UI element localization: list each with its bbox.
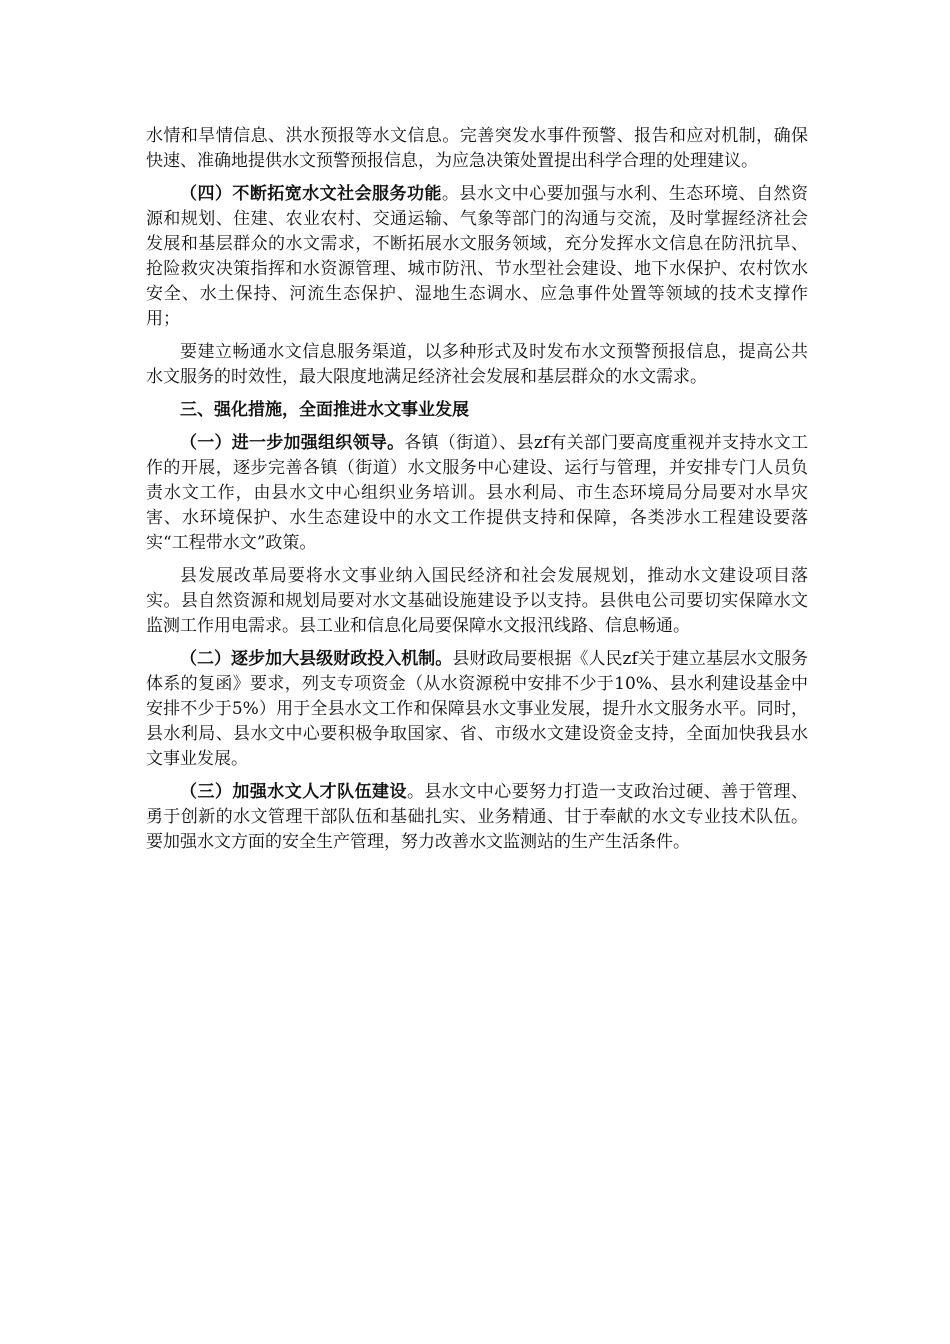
- paragraph-text: 县财政局要根据《人民zf关于建立基层水文服务体系的复函》要求，列支专项资金（从水资源税中安排不少于10%、县水利建设基金中安排不少于5%）用于全县水文工作和保障县水文事业发展，提升水文服务水平。同时，县水利局、县水文中心要积极争取国家、省、市级水文建设资金支持，全面加快我县水文事业发展。: [146, 649, 809, 769]
- paragraph-text: 县发展改革局要将水文事业纳入国民经济和社会发展规划，推动水文建设项目落实。县自然资源和规划局要对水文基础设施建设予以支持。县供电公司要切实保障水文监测工作用电需求。县工业和信息化局要保障水文报汛线路、信息畅通。: [146, 566, 808, 636]
- paragraph-item-2: [146, 647, 808, 772]
- paragraph-lead: （二）逐步加大县级财政投入机制。: [180, 649, 453, 669]
- paragraph-text: 水情和旱情信息、洪水预报等水文信息。完善突发水事件预警、报告和应对机制，确保快速、准确地提供水文预警预报信息，为应急决策处置提出科学合理的处理建议。: [146, 126, 808, 171]
- paragraph-item-3: [146, 780, 808, 855]
- paragraph-section-4: [146, 182, 808, 332]
- paragraph-lead: （一）进一步加强组织领导。: [180, 433, 405, 453]
- document-body: [146, 124, 808, 863]
- paragraph-text: 。县水文中心要加强与水利、生态环境、自然资源和规划、住建、农业农村、交通运输、气象等部门的沟通与交流，及时掌握经济社会发展和基层群众的水文需求，不断拓展水文服务领域，充分发挥水文信息在防汛抗旱、抢险救灾决策指挥和水资源管理、城市防汛、节水型社会建设、地下水保护、农村饮水安全、水土保持、河流生态保护、湿地生态调水、应急事件处置等领域的技术支撑作用；: [146, 184, 809, 329]
- paragraph-continued: [146, 124, 808, 174]
- paragraph-item-1: [146, 431, 808, 556]
- paragraph: [146, 340, 808, 390]
- heading-text: 三、强化措施，全面推进水文事业发展: [180, 400, 469, 420]
- section-heading: [146, 398, 808, 423]
- paragraph: [146, 564, 808, 639]
- paragraph-lead: （四）不断拓宽水文社会服务功能: [180, 184, 442, 204]
- paragraph-text: 各镇（街道）、县zf有关部门要高度重视并支持水文工作的开展，逐步完善各镇（街道）水文服务中心建设、运行与管理，并安排专门人员负责水文工作，由县水文中心组织业务培训。县水利局、市生态环境局分局要对水旱灾害、水环境保护、水生态建设中的水文工作提供支持和保障，各类涉水工程建设要落实“工程带水文”政策。: [146, 433, 809, 553]
- paragraph-text: 要建立畅通水文信息服务渠道，以多种形式及时发布水文预警预报信息，提高公共水文服务的时效性，最大限度地满足经济社会发展和基层群众的水文需求。: [146, 342, 808, 387]
- paragraph-lead: （三）加强水文人才队伍建设: [180, 782, 407, 802]
- paragraph-text: 。县水文中心要努力打造一支政治过硬、善于管理、勇于创新的水文管理干部队伍和基础扎实、业务精通、甘于奉献的水文专业技术队伍。要加强水文方面的安全生产管理，努力改善水文监测站的生产生活条件。: [146, 782, 809, 852]
